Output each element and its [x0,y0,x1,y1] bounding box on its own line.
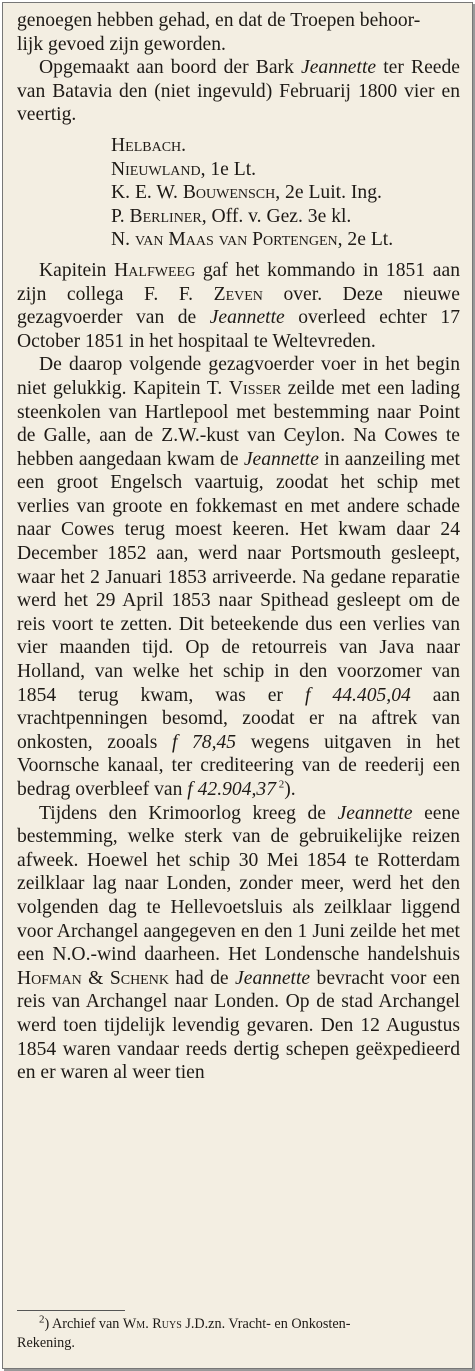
signature-line [111,205,460,229]
text: over. Deze nieuwe gezagvoerder van de [17,283,461,329]
paragraph-continuation [17,9,460,56]
text: . [181,134,187,156]
page-frame [2,2,473,1369]
text: bevracht voor een reis van Archangel naar Londen. Op de stad Archangel werd toen tijdelijk levendig gevaren. Den 12 Augustus 1854 waren vandaar reeds dertig schepen geëxpedieerd en er waren al weer tien [17,967,460,1084]
text: , 1e Lt. [200,158,257,180]
signatory-name: K. E. W. Bouwensch [111,182,276,204]
text: Tijdens den Krimoorlog kreeg de [39,802,338,824]
text: ) Archief van [44,1316,123,1332]
text: J.D.zn. Vracht- en Onkosten- [181,1316,351,1332]
text: , Off. v. Gez. 3e kl. [201,205,352,227]
text: , 2e Luit. Ing. [275,182,382,204]
captain-name: Zeven [213,283,263,305]
company-name: Schenk [109,967,169,989]
signature-block [17,134,460,252]
company-name: Hofman [17,967,82,989]
text: had de [168,967,236,989]
text: gaf het kommando in 1851 aan zijn collega F. F. [17,259,460,305]
signatory-name: Nieuwland [111,158,201,180]
text: , 2e Lt. [337,229,394,251]
paragraph-visser [17,353,460,801]
text-line: genoegen hebben gehad, en dat de Troepen behoor- [17,10,421,31]
amount: f 44.405,04 [304,684,411,706]
footnote [17,1315,460,1353]
ship-name: Jeannette [301,57,377,79]
signature-line [111,181,460,205]
text: & [81,967,110,989]
text: Kapitein [39,259,115,281]
text: Rekening. [17,1335,75,1351]
captain-name: Halfweeg [114,259,196,281]
text: De daarop volgende gezagvoerder voer in het begin niet gelukkig. Kapitein T. [17,354,460,399]
captain-name: Visser [228,377,282,399]
signature-line [111,228,460,252]
footnote-rule [17,1310,125,1311]
text: Opgemaakt aan boord der Bark [39,57,302,79]
text: eene bestemming, welke sterk van de gebruikelijke reizen afweek. Hoewel het schip 30 Mei 1854 te Rotterdam zeilklaar lag naar Londen, zonder meer, werd het den volgenden dag te Hellevoetsluis als zeilklaar liggend voor Archangel aangegeven en den 1 Juni zeilde het met een N.O.-wind daarheen. Het Londensche handelshuis [17,802,460,966]
signatory-name: P. Berliner [111,205,202,227]
ship-name: Jeannette [337,802,413,824]
signatory-name: N. van Maas van Portengen [111,229,338,251]
ship-name: Jeannette [209,307,285,329]
amount: f 42.904,37 [187,779,276,800]
text: wegens uitgaven in het Voornsche kanaal, ter crediteering van de reederij een bedrag overbleef van [17,731,460,800]
person-name: Wm. Ruys [122,1316,182,1332]
footnote-reference: 2 [276,778,285,791]
signatory-name: Helbach [111,134,182,156]
text: aan vrachtpenningen besomd, zoodat er na aftrek van onkosten, zooals [17,684,460,753]
paragraph-halfweeg [17,259,460,353]
text: zeilde met een lading steenkolen van Hartlepool met bestemming naar Point de Galle, aan de Z.W.-kust van Ceylon. Na Cowes te hebben aangedaan kwam de [17,377,461,470]
paragraph-opgemaakt [17,56,460,127]
text: ter Reede van Batavia den (niet ingevuld) Februarij 1800 vier en veertig. [17,57,460,126]
text: in aanzeiling met een groot Engelsch vaartuig, zoodat het schip met verlies van groote en fokkemast en met andere schade naar Cowes terug moest keeren. Het kwam daar 24 December 1852 aan, werd naar Portsmouth gesleept, waar het 2 Januari 1853 arriveerde. Na gedane reparatie werd het 29 April 1853 naar Spithead gesleept om de reis voort te zetten. Dit beteekende dus een verlies van vier maanden tijd. Op de retourreis van Java naar Holland, van welke het schip in den voorzomer van 1854 terug kwam, was er [17,448,460,706]
footnote-line [17,1315,460,1334]
text-line: lijk gevoed zijn geworden. [17,33,226,55]
document-body [17,9,460,1085]
text: overleed echter 17 October 1851 in het hospitaal te Weltevreden. [17,307,461,352]
ship-name: Jeannette [243,448,319,470]
footnote-mark: 2 [39,1313,45,1326]
paragraph-krimoorlog [17,802,460,1085]
signature-line [111,158,460,182]
amount: f 78,45 [171,731,237,753]
signature-line [111,134,460,158]
ship-name: Jeannette [235,967,311,989]
text: ). [284,779,296,800]
footnote-line [17,1334,460,1353]
